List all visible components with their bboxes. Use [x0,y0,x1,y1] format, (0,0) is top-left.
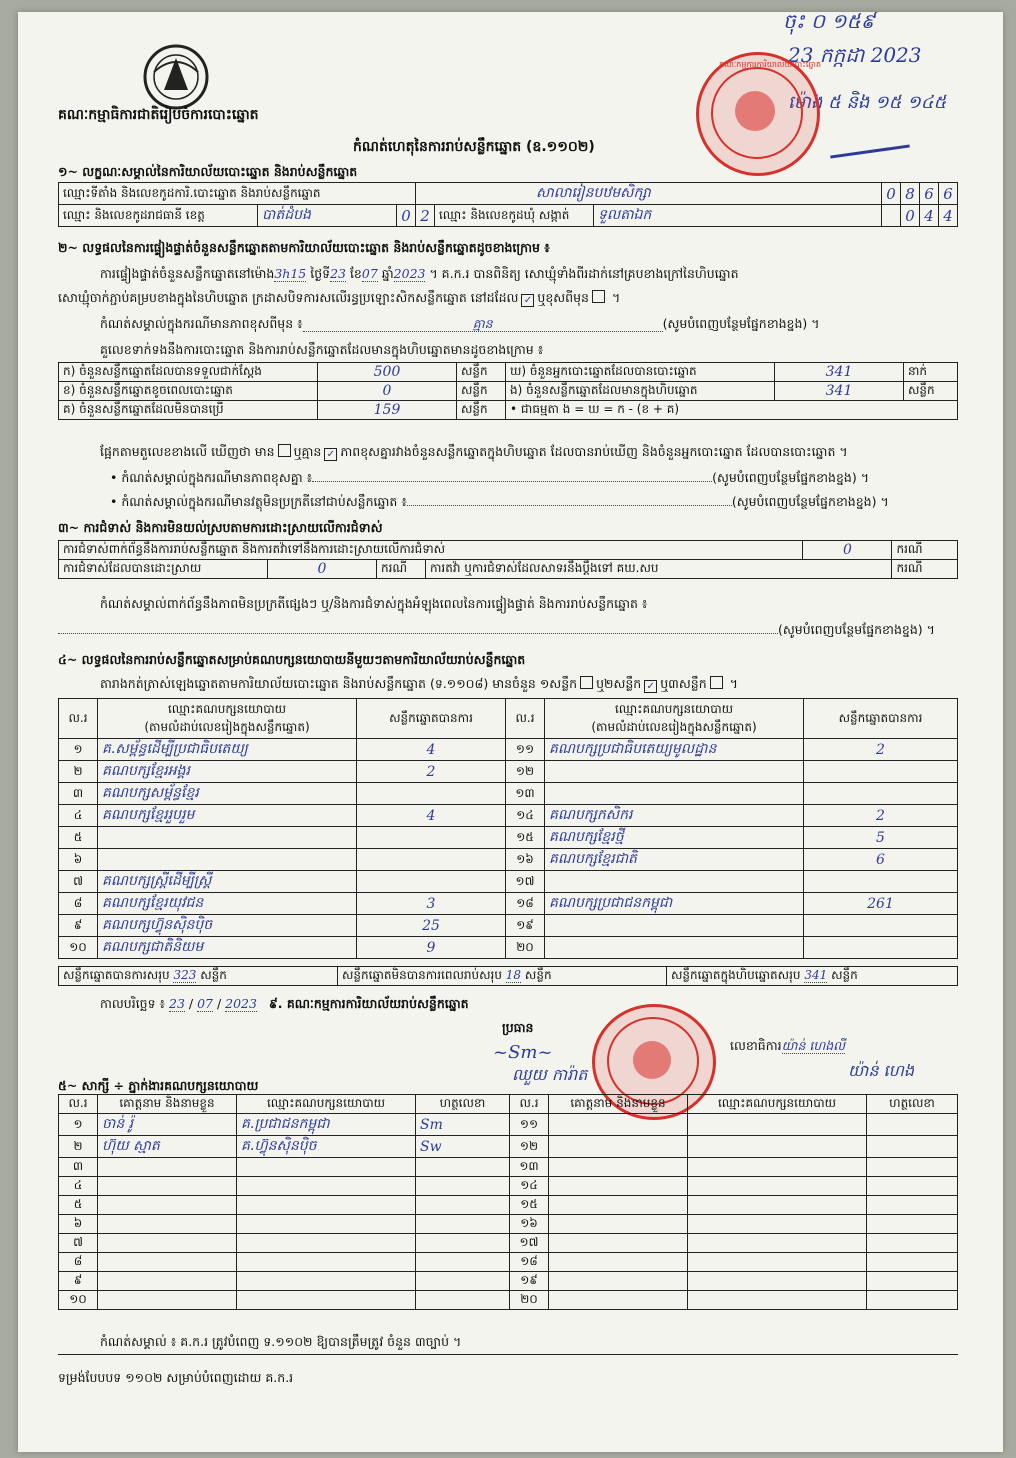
changed-checkbox [592,290,605,303]
witness-row [59,1177,958,1196]
row-number: ១៥ [510,1196,549,1215]
section2-discrepancy-line: ផ្អែកតាមតួលេខខាងលើ ឃើញថា មាន ឬគ្មាន ✓ ភាពខុសគ្នារវាងចំនួនសន្លឹកឆ្នោតក្នុងហិបឆ្នោត ដែលបានរាប់ឃើញ និងចំនួនអ្នកបោះឆ្នោត ដែលបានបោះឆ្នោត ។ [100,444,848,460]
section1-table: ឈ្មោះទីតាំង និងលេខកូដការិ.បោះឆ្នោត និងរាប់សន្លឹកឆ្នោត សាលារៀនបឋមសិក្សា 0 8 6 6 ឈ្មោះ និងលេខកូដរាជធានី ខេត្ត បាត់ដំបង 0 2 ឈ្មោះ និងលេខកូដឃុំ សង្កាត់ ទួលតាឯក 0 4 4 [58,182,958,227]
row-number: ៧ [59,1234,98,1253]
party-votes: 3 [357,893,506,915]
row-number: ៤ [59,1177,98,1196]
row-number: ៩ [59,915,98,937]
section2-line2: សោឃ្មុំចាក់ភ្ជាប់គម្របខាងក្នុងនៃហិបឆ្នោត ក្រដាសបិទការសលើរន្ធប្រឡោះសិកសន្លឹកឆ្នោត នៅដដែល ✓ ឬខុសពីមុន ។ [58,290,621,306]
party-name [545,915,804,937]
row-number: ៨ [59,1253,98,1272]
witness-party [688,1114,867,1136]
witness-signature [416,1253,510,1272]
date-line: កាលបរិច្ឆេទ ៖ 23 / 07 / 2023 ៩. គណៈកម្មការការិយាល័យរាប់សន្លឹកឆ្នោត [100,996,469,1011]
witness-name [98,1272,237,1291]
party-votes: 4 [357,739,506,761]
witness-party [688,1158,867,1177]
row-number: ៣ [59,783,98,805]
party-name: គណបក្សប្រជាជនកម្ពុជា [545,893,804,915]
witness-party [688,1291,867,1310]
party-votes [804,871,958,893]
party-votes [357,871,506,893]
nec-logo-icon [140,42,212,112]
chair-signature: ~Sm~ [493,1042,553,1063]
row-number: ១៣ [510,1158,549,1177]
witness-signature [867,1158,958,1177]
witness-party [237,1158,416,1177]
row-number: ៦ [59,1215,98,1234]
witness-signature [867,1234,958,1253]
party-name: គណបក្សខ្មែរជាតិ [545,849,804,871]
witness-row [59,1114,958,1136]
row-number: ១០ [59,1291,98,1310]
results-row [59,805,958,827]
party-name: គណបក្សសម្ព័ន្ធខ្មែរ [98,783,357,805]
corner-note-3: ម៉ោង ៥ និង ១៥ ១៤៥ [788,92,947,113]
witness-row [59,1272,958,1291]
row-number: ២ [59,761,98,783]
witness-signature [416,1291,510,1310]
row-number: ១៣ [506,783,545,805]
witness-name [549,1136,688,1158]
witness-name: ចាន់ រ៉ូ [98,1114,237,1136]
results-row [59,915,958,937]
three-sheet-checkbox [710,676,723,689]
results-table: ល.រ ឈ្មោះគណបក្សនយោបាយ (តាមលំដាប់លេខរៀងក្នុងសន្លឹកឆ្នោត) សន្លឹកឆ្នោតបានការ ល.រ ឈ្មោះគណបក្សនយោបាយ (តាមលំដាប់លេខរៀងក្នុងសន្លឹកឆ្នោត) សន្លឹកឆ្នោតបានការ ១ គ.សម្ព័ន្ធដើម្បីប្រជាធិបតេយ្យ 4 ១១ គណបក្សប្រជាធិបតេយ្យមូលដ្ឋាន 2 ២ គណបក្សខ្មែរអង្គរ 2 ១២ ៣ គណបក្សសម្ព័ន្ធខ្មែរ ១៣ ៤ គណបក្សខ្មែររួបរួម 4 ១៤ គណបក្សកសិករ 2 ៥ ១៥ គណបក្សខ្មែរថ្មី 5 ៦ ១៦ គណបក្សខ្មែរជាតិ 6 ៧ គណបក្សស្ត្រីដើម្បីស្ត្រី ១៧ ៨ គណបក្សខ្មែរយុវជន 3 ១៨ គណបក្សប្រជាជនកម្ពុជា 261 ៩ គណបក្សហ៊្វុនស៊ិនប៉ិច 25 ១៩ ១០ គណបក្សជាតិនិយម 9 ២០ [58,698,958,959]
party-votes: 2 [804,739,958,761]
row-number: ៦ [59,849,98,871]
pen-mark [830,144,910,158]
witness-party: គ.ប្រជាជនកម្ពុជា [237,1114,416,1136]
section3-table: ការជំទាស់ពាក់ព័ន្ធនឹងការរាប់សន្លឹកឆ្នោត និងការតវ៉ាទៅនឹងការដោះស្រាយលើការជំទាស់ 0 ករណី ការជំទាស់ដែលបានដោះស្រាយ 0 ករណី ការតវ៉ា ឬការជំទាស់ដែលសាទរនឹងប្តឹងទៅ គឃ.សប ករណី [58,540,958,579]
row-number: ៥ [59,1196,98,1215]
party-votes: 2 [804,805,958,827]
witness-party [237,1177,416,1196]
row-number: ១៧ [510,1234,549,1253]
row-number: ១៤ [510,1177,549,1196]
row-number: ១២ [510,1136,549,1158]
witness-name [549,1196,688,1215]
witness-party [688,1215,867,1234]
party-votes: 4 [357,805,506,827]
witness-row [59,1158,958,1177]
section5-heading: ៥~ សាក្សី ÷ ភ្នាក់ងារគណបក្សនយោបាយ [58,1078,259,1093]
witness-signature: Sw [416,1136,510,1158]
witness-name [549,1158,688,1177]
section4-heading: ៤~ លទ្ធផលនៃការរាប់សន្លឹកឆ្នោតសម្រាប់គណបក្សនយោបាយនីមួយៗតាមការិយាល័យរាប់សន្លឹកឆ្នោត [58,652,526,667]
row-number: ២ [59,1136,98,1158]
row-number: ១០ [59,937,98,959]
witness-name [549,1177,688,1196]
witness-party [688,1196,867,1215]
two-sheet-checkbox: ✓ [644,680,657,693]
witness-party [237,1272,416,1291]
results-totals: សន្លឹកឆ្នោតបានការសរុប 323 សន្លឹក សន្លឹកឆ្នោតមិនបានការពេលរាប់សរុប 18 សន្លឹក សន្លឹកឆ្នោតក្នុងហិបឆ្នោតសរុប 341 សន្លឹក [58,966,958,986]
witness-name [98,1196,237,1215]
section2-bullet2: • កំណត់សម្គាល់ក្នុងករណីមានវត្ថុមិនប្រក្រតីនៅជាប់សន្លឹកឆ្នោត ៖ (សូមបំពេញបន្ថែមផ្នែកខាងខ្នង) ។ [110,494,889,509]
official-stamp-top: គណៈកម្មការការិយាល័យបោះឆ្នោត [696,52,820,176]
row-number: ១៧ [506,871,545,893]
witness-signature [867,1196,958,1215]
party-name: គ.សម្ព័ន្ធដើម្បីប្រជាធិបតេយ្យ [98,739,357,761]
witness-name: ហ៊ុយ ស្មាត [98,1136,237,1158]
witness-signature [867,1136,958,1158]
results-row [59,937,958,959]
row-number: ១៩ [506,915,545,937]
results-row [59,849,958,871]
org-name: គណៈកម្មាធិការជាតិរៀបចំការបោះឆ្នោត [58,107,259,123]
witness-party [237,1253,416,1272]
party-votes [804,937,958,959]
row-number: ១៩ [510,1272,549,1291]
party-name: គណបក្សហ៊្វុនស៊ិនប៉ិច [98,915,357,937]
row-number: ១៦ [510,1215,549,1234]
witness-party [688,1272,867,1291]
party-name: គណបក្សប្រជាធិបតេយ្យមូលដ្ឋាន [545,739,804,761]
row-number: ២០ [506,937,545,959]
row-number: ១ [59,1114,98,1136]
witness-table: ល.រ គោត្តនាម និងនាមខ្លួន ឈ្មោះគណបក្សនយោបាយ ហត្ថលេខា ល.រ គោត្តនាម និងនាមខ្លួន ឈ្មោះគណបក្សនយោបាយ ហត្ថលេខា ១ ចាន់ រ៉ូ គ.ប្រជាជនកម្ពុជា Sm ១១ ២ ហ៊ុយ ស្មាត គ.ហ៊្វុនស៊ិនប៉ិច Sw ១២ ៣ ១៣ ៤ ១៤ ៥ ១៥ ៦ ១៦ ៧ ១៧ ៨ ១៨ ៩ ១៩ ១០ ២០ [58,1094,958,1310]
results-row [59,827,958,849]
party-votes: 2 [357,761,506,783]
party-votes: 261 [804,893,958,915]
witness-signature [416,1196,510,1215]
witness-signature [867,1177,958,1196]
results-row [59,739,958,761]
party-name: គណបក្សខ្មែរយុវជន [98,893,357,915]
witness-name [549,1234,688,1253]
party-name: គណបក្សស្ត្រីដើម្បីស្ត្រី [98,871,357,893]
chair-label: ប្រធាន [502,1020,534,1035]
witness-name [98,1158,237,1177]
witness-signature [416,1272,510,1291]
witness-name [549,1272,688,1291]
row-number: ១១ [506,739,545,761]
row-number: ៨ [59,893,98,915]
witness-party [688,1136,867,1158]
party-votes [804,783,958,805]
row-number: ១១ [510,1114,549,1136]
row-number: ១៥ [506,827,545,849]
row-number: ៧ [59,871,98,893]
party-name [545,761,804,783]
row-number: ១៦ [506,849,545,871]
section2-heading: ២~ លទ្ធផលនៃការផ្ទៀងផ្ទាត់ចំនួនសន្លឹកឆ្នោតតាមការិយាល័យបោះឆ្នោត និងរាប់សន្លឹកឆ្នោតដូចខាងក្រោម ៖ [58,240,550,255]
row-number: ១៨ [506,893,545,915]
discrepancy-no-checkbox: ✓ [324,448,337,461]
section1-heading: ១~ លក្ខណៈសម្គាល់នៃការិយាល័យបោះឆ្នោត និងរាប់សន្លឹកឆ្នោត [58,164,358,179]
witness-name [98,1234,237,1253]
witness-name [98,1215,237,1234]
discrepancy-yes-checkbox [278,444,291,457]
witness-signature [867,1253,958,1272]
witness-party [237,1215,416,1234]
section2-line4: គួលេខទាក់ទងនឹងការបោះឆ្នោត និងការរាប់សន្លឹកឆ្នោតដែលមានក្នុងហិបឆ្នោតមានដូចខាងក្រោម ៖ [100,342,544,357]
witness-name [549,1215,688,1234]
section2-note-line: កំណត់សម្គាល់ក្នុងករណីមានភាពខុសពីមុន ៖ គ្មាន (សូមបំពេញបន្ថែមផ្នែកខាងខ្នង) ។ [100,316,820,331]
party-votes: 9 [357,937,506,959]
corner-note-2: 23 កក្កដា 2023 [788,43,922,67]
party-name [545,937,804,959]
witness-name [549,1253,688,1272]
doc-title: កំណត់ហេតុនៃការរាប់សន្លឹកឆ្នោត (ឧ.១១០២) [353,139,595,155]
witness-row [59,1196,958,1215]
witness-signature [867,1215,958,1234]
chair-name: ឈួយ ការ៉ាត [512,1065,588,1084]
party-name: គណបក្សជាតិនិយម [98,937,357,959]
party-votes [804,761,958,783]
form-footer: ទម្រង់បែបបទ ១១០២ សម្រាប់បំពេញដោយ គ.ក.រ [58,1370,294,1385]
section2-counts-table: ក) ចំនួនសន្លឹកឆ្នោតដែលបានទទួលជាក់ស្តែង 500 សន្លឹក ឃ) ចំនួនអ្នកបោះឆ្នោតដែលបានបោះឆ្នោត 341 នាក់ ខ) ចំនួនសន្លឹកឆ្នោតខូចពេលបោះឆ្នោត 0 សន្លឹក ង) ចំនួនសន្លឹកឆ្នោតដែលមានក្នុងហិបឆ្នោត 341 សន្លឹក គ) ចំនួនសន្លឹកឆ្នោតដែលមិនបានប្រើ 159 សន្លឹក • ជាធម្មតា ង = ឃ = ក - (ខ + គ) [58,362,958,420]
party-name: គណបក្សខ្មែររួបរួម [98,805,357,827]
unchanged-checkbox: ✓ [521,294,534,307]
section2-bullet1: • កំណត់សម្គាល់ក្នុងករណីមានភាពខុសគ្នា ៖ (សូមបំពេញបន្ថែមផ្នែកខាងខ្នង) ។ [110,470,869,485]
row-number: ១២ [506,761,545,783]
document-sheet [18,12,1003,1452]
witness-party [688,1177,867,1196]
witness-signature [867,1114,958,1136]
witness-party [237,1291,416,1310]
results-row [59,761,958,783]
party-votes [804,915,958,937]
row-number: ២០ [510,1291,549,1310]
party-name [98,849,357,871]
footnote: កំណត់សម្គាល់ ៖ គ.ក.រ ត្រូវបំពេញ ទ.១១០២ ឱ្យបានត្រឹមត្រូវ ចំនួន ៣ច្បាប់ ។ [100,1334,462,1349]
party-votes: 6 [804,849,958,871]
party-votes [357,827,506,849]
witness-row [59,1253,958,1272]
witness-party [237,1196,416,1215]
party-votes [357,849,506,871]
party-name: គណបក្សកសិករ [545,805,804,827]
section2-line1: ការផ្ទៀងផ្ទាត់ចំនួនសន្លឹកឆ្នោតនៅម៉ោង3h15 ថ្ងៃទី23 ខែ07 ឆ្នាំ2023 ។ គ.ក.រ បានពិនិត្យ សោឃ្មុំទាំងពីរដាក់នៅគ្របខាងក្រៅនៃហិបឆ្នោត [100,266,739,281]
witness-party [237,1234,416,1253]
witness-signature [416,1158,510,1177]
witness-signature [416,1234,510,1253]
party-votes: 25 [357,915,506,937]
witness-row [59,1291,958,1310]
row-number: ៩ [59,1272,98,1291]
witness-signature: Sm [416,1114,510,1136]
results-row [59,893,958,915]
one-sheet-checkbox [580,676,593,689]
secretary-line: លេខាធិការយ៉ាន់ ហេងលី [730,1038,846,1053]
footer-divider [58,1354,958,1355]
results-row [59,783,958,805]
witness-row [59,1234,958,1253]
witness-name [98,1253,237,1272]
row-number: ៣ [59,1158,98,1177]
witness-row [59,1136,958,1158]
row-number: ១៤ [506,805,545,827]
witness-party: គ.ហ៊្វុនស៊ិនប៉ិច [237,1136,416,1158]
secretary-signature: យ៉ាន់ ហេង [848,1061,915,1080]
section3-note-line: (សូមបំពេញបន្ថែមផ្នែកខាងខ្នង) ។ [58,622,958,637]
witness-name [549,1291,688,1310]
section3-heading: ៣~ ការជំទាស់ និងការមិនយល់ស្របតាមការដោះស្រាយលើការជំទាស់ [58,520,383,535]
row-number: ៤ [59,805,98,827]
party-name [98,827,357,849]
party-name [545,783,804,805]
section3-note: កំណត់សម្គាល់ពាក់ព័ន្ធនឹងភាពមិនប្រក្រតីផ្សេងៗ ឬ/និងការជំទាស់ក្នុងអំឡុងពេលនៃការផ្ទៀងផ្ទាត់ និងការរាប់សន្លឹកឆ្នោត ៖ [100,596,648,611]
results-row [59,871,958,893]
row-number: ៥ [59,827,98,849]
witness-signature [867,1291,958,1310]
witness-name [98,1291,237,1310]
witness-name [549,1114,688,1136]
witness-party [688,1234,867,1253]
section4-sheets-line: តារាងកត់ត្រាស់ឡេងឆ្នោតតាមការិយាល័យបោះឆ្នោត និងរាប់សន្លឹកឆ្នោត (ទ.១១០៨) មានចំនួន ១សន្លឹក ឬ២សន្លឹក ✓ ឬ៣សន្លឹក ។ [100,676,738,692]
party-votes: 5 [804,827,958,849]
corner-note-1: ចុះ ០ ១៥៩ [783,12,875,33]
row-number: ១ [59,739,98,761]
party-name: គណបក្សខ្មែរថ្មី [545,827,804,849]
witness-signature [416,1215,510,1234]
party-name: គណបក្សខ្មែរអង្គរ [98,761,357,783]
witness-party [688,1253,867,1272]
witness-signature [867,1272,958,1291]
witness-signature [416,1177,510,1196]
witness-row [59,1215,958,1234]
witness-name [98,1177,237,1196]
party-votes [357,783,506,805]
party-name [545,871,804,893]
row-number: ១៨ [510,1253,549,1272]
